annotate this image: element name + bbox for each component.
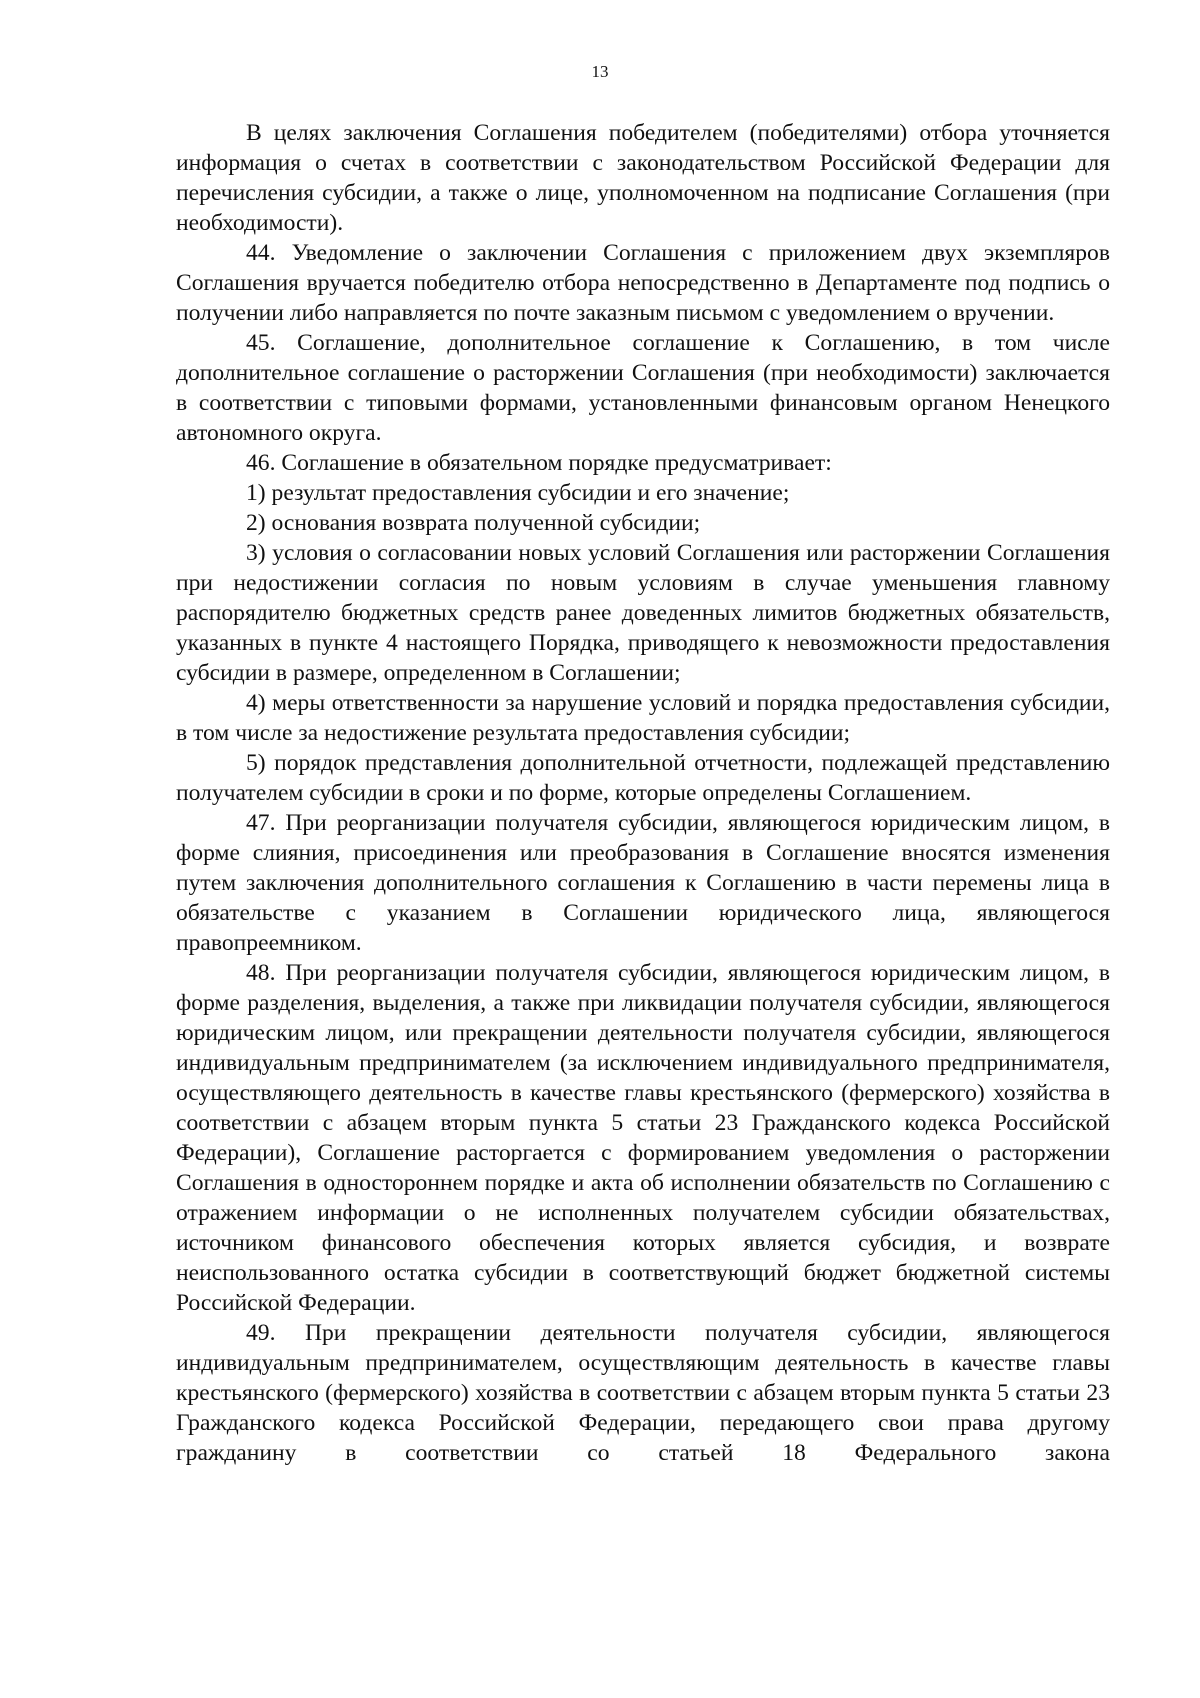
paragraph-46-item-1: 1) результат предоставления субсидии и его значение;	[246, 480, 790, 506]
page-number: 13	[591, 62, 609, 81]
paragraph-46: 46. Соглашение в обязательном порядке предусматривает:	[246, 450, 832, 476]
document-body	[176, 118, 1110, 1468]
paragraph-intro: В целях заключения Соглашения победителем (победителями) отбора уточняется информация о счетах в соответствии с законодательством Российской Федерации для перечисления субсидии, а также о лице, уполномоченном на подписание Соглашения (при необходимости).	[176, 120, 1110, 236]
paragraph-45: 45. Соглашение, дополнительное соглашение к Соглашению, в том числе дополнительное соглашение о расторжении Соглашения (при необходимости) заключается в соответствии с типовыми формами, установленными финансовым органом Ненецкого автономного округа.	[176, 330, 1110, 446]
paragraph-46-item-3: 3) условия о согласовании новых условий Соглашения или расторжении Соглашения при недостижении согласия по новым условиям в случае уменьшения главному распорядителю бюджетных средств ранее доведенных лимитов бюджетных обязательств, указанных в пункте 4 настоящего Порядка, приводящего к невозможности предоставления субсидии в размере, определенном в Соглашении;	[176, 540, 1110, 686]
paragraph-49: 49. При прекращении деятельности получателя субсидии, являющегося индивидуальным предпринимателем, осуществляющим деятельность в качестве главы крестьянского (фермерского) хозяйства в соответствии с абзацем вторым пункта 5 статьи 23 Гражданского кодекса Российской Федерации, передающего свои права другому гражданину в соответствии со статьей 18 Федерального закона	[176, 1320, 1110, 1466]
paragraph-44: 44. Уведомление о заключении Соглашения с приложением двух экземпляров Соглашения вручается победителю отбора непосредственно в Департаменте под подпись о получении либо направляется по почте заказным письмом с уведомлением о вручении.	[176, 240, 1110, 326]
paragraph-48: 48. При реорганизации получателя субсидии, являющегося юридическим лицом, в форме разделения, выделения, а также при ликвидации получателя субсидии, являющегося юридическим лицом, или прекращении деятельности получателя субсидии, являющегося индивидуальным предпринимателем (за исключением индивидуального предпринимателя, осуществляющего деятельность в качестве главы крестьянского (фермерского) хозяйства в соответствии с абзацем вторым пункта 5 статьи 23 Гражданского кодекса Российской Федерации), Соглашение расторгается с формированием уведомления о расторжении Соглашения в одностороннем порядке и акта об исполнении обязательств по Соглашению с отражением информации о не исполненных получателем субсидии обязательствах, источником финансового обеспечения которых является субсидия, и возврате неиспользованного остатка субсидии в соответствующий бюджет бюджетной системы Российской Федерации.	[176, 960, 1110, 1316]
paragraph-47: 47. При реорганизации получателя субсидии, являющегося юридическим лицом, в форме слияния, присоединения или преобразования в Соглашение вносятся изменения путем заключения дополнительного соглашения к Соглашению в части перемены лица в обязательстве с указанием в Соглашении юридического лица, являющегося правопреемником.	[176, 810, 1110, 956]
paragraph-46-item-2: 2) основания возврата полученной субсидии;	[246, 510, 701, 536]
paragraph-46-item-5: 5) порядок представления дополнительной отчетности, подлежащей представлению получателем субсидии в сроки и по форме, которые определены Соглашением.	[176, 750, 1110, 806]
paragraph-46-item-4: 4) меры ответственности за нарушение условий и порядка предоставления субсидии, в том числе за недостижение результата предоставления субсидии;	[176, 690, 1110, 746]
